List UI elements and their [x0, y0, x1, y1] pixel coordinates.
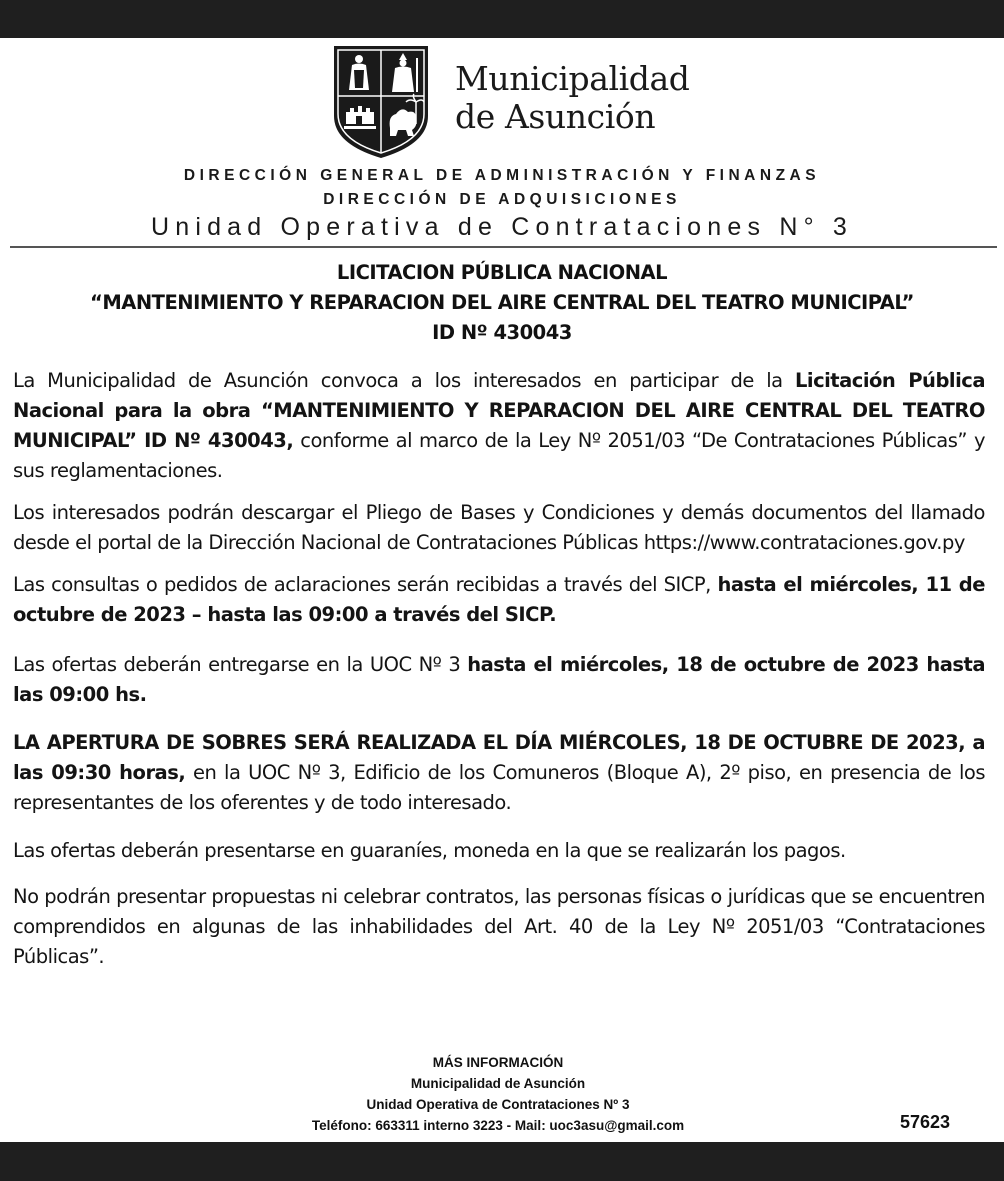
title-line-3: ID Nº 430043 [432, 321, 572, 344]
paragraph-inhabilidades: No podrán presentar propuestas ni celebrar contratos, las personas físicas o jurídicas que se encuentren comprendidos en algunas de las inhabilidades del Art. 40 de la Ley Nº 2051/03 “Contrataciones Públicas”. [13, 885, 985, 968]
p4-bold: hasta el miércoles, 18 de octubre de 2023 hasta las 09:00 hs. [13, 653, 986, 706]
ad-code: 57623 [900, 1112, 951, 1132]
paragraph-apertura [13, 728, 985, 818]
p5-bold: LA APERTURA DE SOBRES SERÁ REALIZADA EL DÍA MIÉRCOLES, 18 DE OCTUBRE DE 2023, a las 09:30 horas, [13, 731, 985, 784]
footer-info [0, 1052, 1004, 1136]
municipal-shield-icon [332, 44, 430, 160]
direccion-general: DIRECCIÓN GENERAL DE ADMINISTRACIÓN Y FINANZAS [183, 167, 821, 184]
title-line-1: LICITACION PÚBLICA NACIONAL [336, 261, 668, 284]
top-black-bar [0, 0, 1004, 38]
footer-heading: MÁS INFORMACIÓN [432, 1055, 564, 1070]
header-divider [10, 246, 997, 248]
bottom-black-bar [0, 1142, 1004, 1181]
p3-text: Las consultas o pedidos de aclaraciones serán recibidas a través del SICP, [13, 573, 718, 596]
p5-text: en la UOC Nº 3, Edificio de los Comuneros (Bloque A), 2º piso, en presencia de los representantes de los oferentes y de todo interesado. [13, 761, 985, 814]
title-line-2: “MANTENIMIENTO Y REPARACION DEL AIRE CENTRAL DEL TEATRO MUNICIPAL” [90, 291, 914, 314]
footer-municipalidad: Municipalidad de Asunción [410, 1076, 586, 1091]
p4-text: Las ofertas deberán entregarse en la UOC Nº 3 [13, 653, 468, 676]
p3-bold: hasta el miércoles, 11 de octubre de 2023 – hasta las 09:00 a través del SICP. [13, 573, 985, 626]
direccion-adquisiciones: DIRECCIÓN DE ADQUISICIONES [323, 191, 681, 208]
paragraph-moneda: Las ofertas deberán presentarse en guaraníes, moneda en la que se realizarán los pagos. [13, 839, 846, 862]
brand-line-2: de Asunción [455, 97, 656, 136]
notice-title [0, 258, 1004, 348]
paragraph-entrega [13, 650, 985, 710]
brand-line-1: Municipalidad [455, 59, 690, 98]
notice-body [13, 366, 985, 972]
p1-bold: Licitación Pública Nacional para la obra “MANTENIMIENTO Y REPARACION DEL AIRE CENTRAL DEL TEATRO MUNICIPAL” ID Nº 430043, [13, 369, 985, 452]
unidad-operativa: Unidad Operativa de Contrataciones N° 3 [150, 213, 854, 241]
p1-text: La Municipalidad de Asunción convoca a los interesados en participar de la [13, 369, 795, 392]
paragraph-convocatoria [13, 366, 985, 486]
p1-text-end: conforme al marco de la Ley Nº 2051/03 “De Contrataciones Públicas” y sus reglamentaciones. [13, 429, 986, 482]
paragraph-pliego: Los interesados podrán descargar el Pliego de Bases y Condiciones y demás documentos del llamado desde el portal de la Dirección Nacional de Contrataciones Públicas https://www.contrataciones.gov.py [13, 501, 985, 554]
brand-name [455, 60, 690, 136]
paragraph-consultas [13, 570, 985, 630]
footer-contact: Teléfono: 663311 interno 3223 - Mail: uoc3asu@gmail.com [311, 1118, 685, 1133]
header [0, 44, 1004, 164]
footer-unidad: Unidad Operativa de Contrataciones Nº 3 [366, 1097, 630, 1112]
